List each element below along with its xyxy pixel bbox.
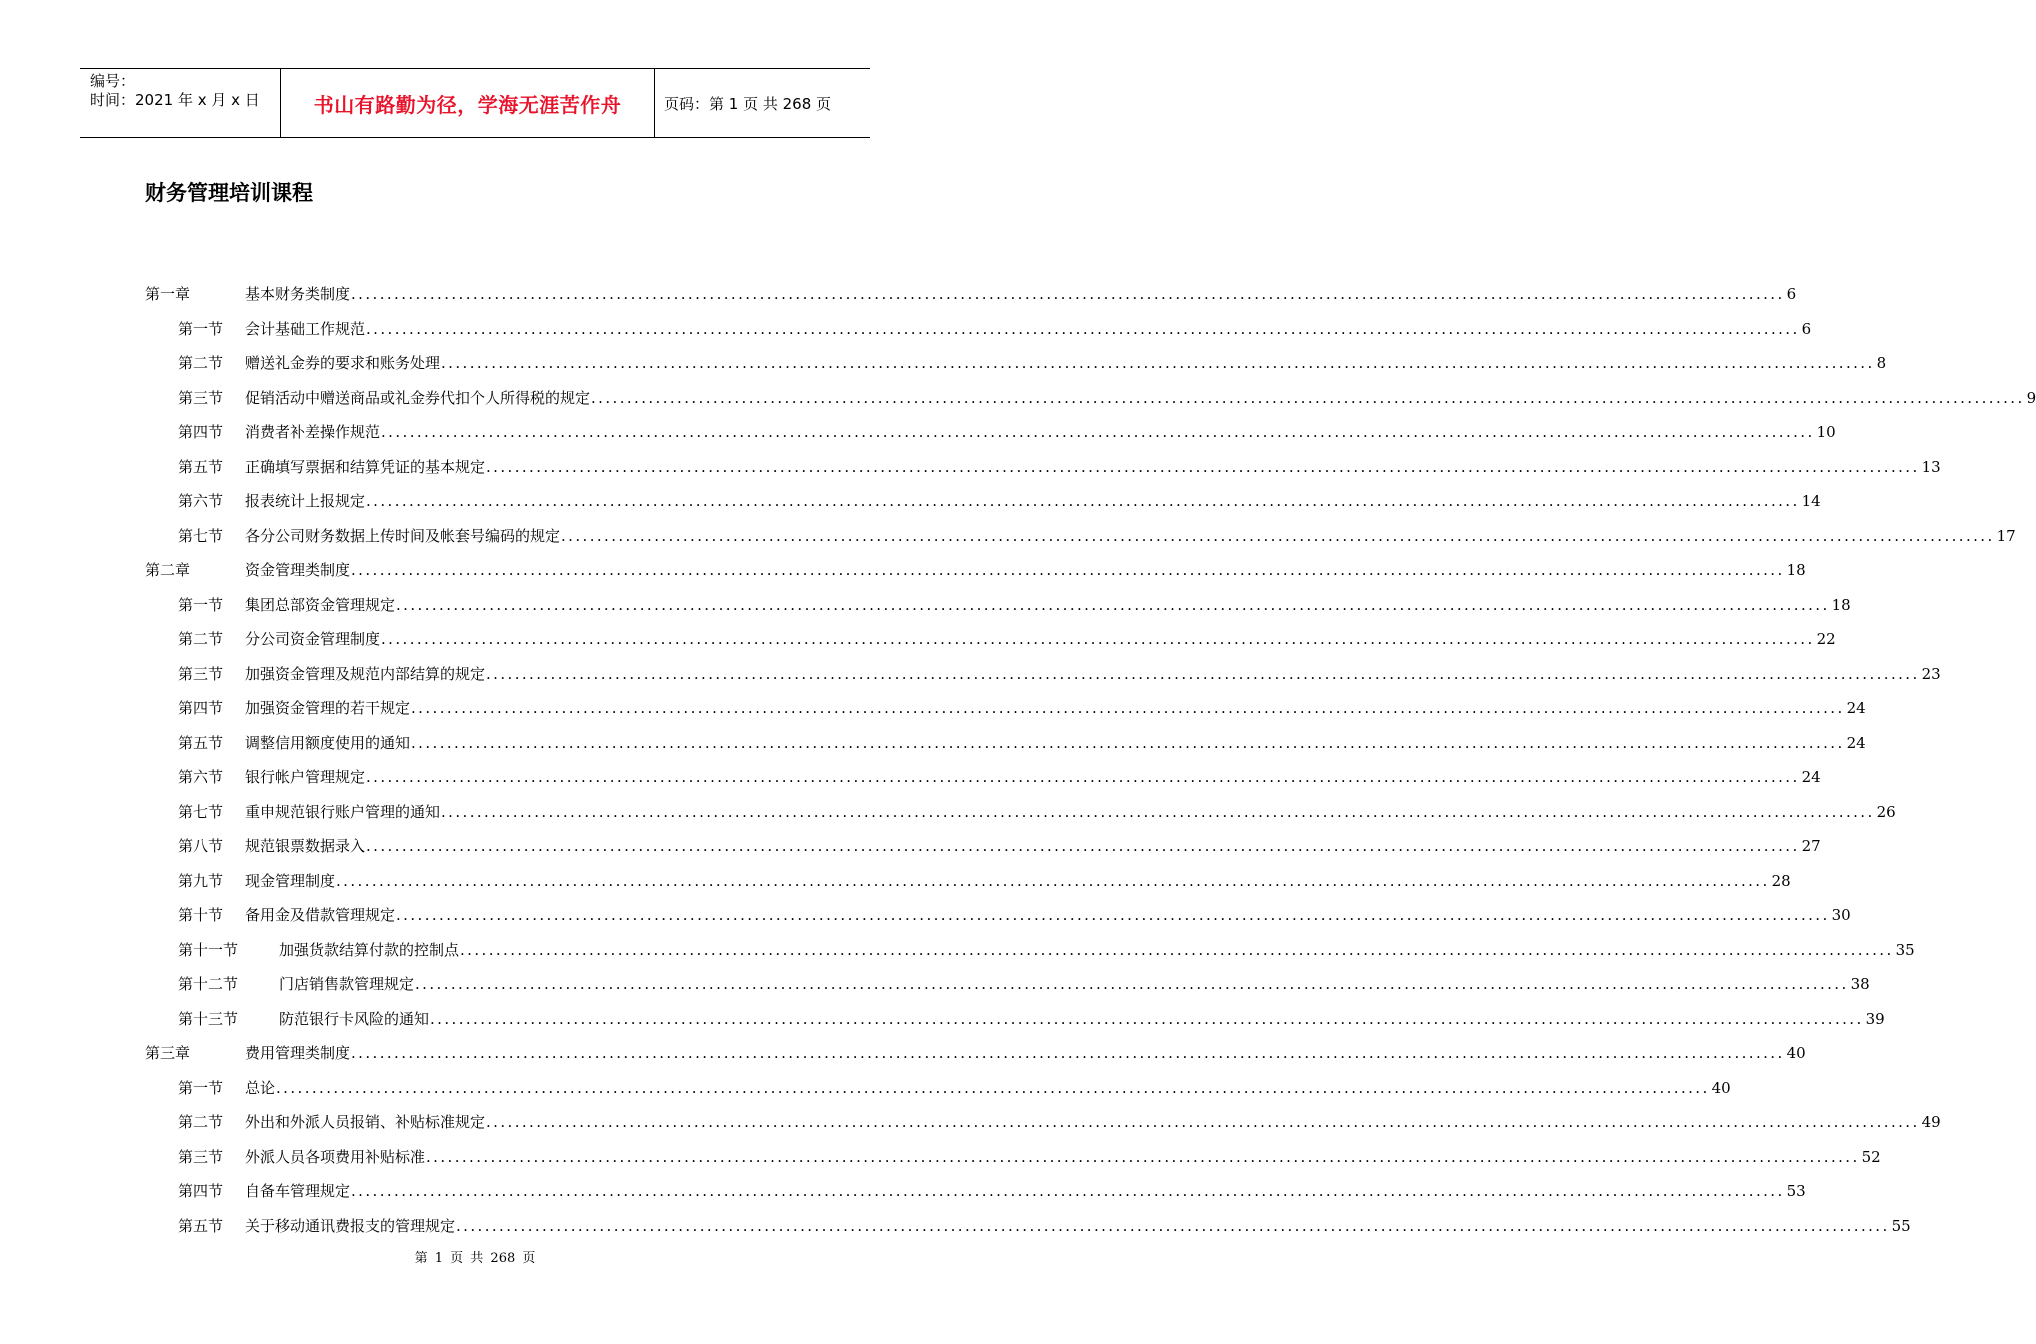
toc-entry xyxy=(279,1007,1885,1031)
toc-section-row[interactable] xyxy=(145,903,1851,938)
toc-title: 现金管理制度 xyxy=(245,871,336,890)
toc-entry xyxy=(245,351,1887,375)
toc-entry xyxy=(245,1076,1731,1100)
toc-leader-dots: ........................................................................................................................................................................................................ xyxy=(411,733,1845,752)
toc-number: 第八节 xyxy=(178,837,224,855)
toc-title: 资金管理类制度 xyxy=(245,561,351,579)
toc-number: 第五节 xyxy=(178,457,224,476)
toc-title: 防范银行卡风险的通知 xyxy=(279,1009,430,1028)
toc-leader-dots: ........................................................................................................................................................................................................ xyxy=(460,940,1894,959)
toc-section-row[interactable] xyxy=(145,1007,1885,1042)
toc-title: 自备车管理规定 xyxy=(245,1182,351,1200)
toc-number: 第二节 xyxy=(178,1113,224,1131)
toc-entry xyxy=(279,972,1870,996)
toc-entry xyxy=(245,282,1797,306)
toc-page-number: 10 xyxy=(1816,423,1836,441)
toc-page-number: 49 xyxy=(1921,1113,1941,1131)
toc-page-number: 52 xyxy=(1861,1147,1881,1166)
toc-entry xyxy=(245,903,1851,927)
toc-section-row[interactable] xyxy=(145,938,1915,973)
toc-number: 第七节 xyxy=(178,526,224,545)
toc-number: 第三节 xyxy=(178,388,224,407)
toc-number: 第三节 xyxy=(178,664,224,683)
toc-section-row[interactable] xyxy=(145,765,1821,800)
toc-number: 第一节 xyxy=(178,319,224,338)
toc-section-row[interactable] xyxy=(145,1145,1881,1180)
page-header xyxy=(80,68,870,138)
toc-section-row[interactable] xyxy=(145,455,1941,490)
toc-title: 关于移动通讯费报支的管理规定 xyxy=(245,1216,456,1235)
header-motto: 书山有路勤为径，学海无涯苦作舟 xyxy=(281,69,655,137)
toc-section-row[interactable] xyxy=(145,869,1791,904)
toc-number: 第十节 xyxy=(178,906,224,924)
toc-leader-dots: ........................................................................................................................................................................................................ xyxy=(336,871,1770,890)
toc-title: 分公司资金管理制度 xyxy=(245,630,381,648)
toc-number: 第九节 xyxy=(178,871,224,890)
toc-leader-dots: ........................................................................................................................................................................................................ xyxy=(366,319,1800,338)
toc-leader-dots: ........................................................................................................................................................................................................ xyxy=(430,1009,1864,1028)
toc-section-row[interactable] xyxy=(145,1179,1806,1214)
toc-number: 第五节 xyxy=(178,733,224,752)
toc-title: 基本财务类制度 xyxy=(245,285,351,303)
toc-leader-dots: ........................................................................................................................................................................................................ xyxy=(415,975,1849,993)
toc-number: 第五节 xyxy=(178,1216,224,1235)
toc-leader-dots: ........................................................................................................................................................................................................ xyxy=(591,388,2025,407)
toc-number: 第十一节 xyxy=(178,940,239,959)
code-label: 编号： xyxy=(90,72,136,90)
toc-page-number: 26 xyxy=(1876,802,1896,821)
toc-leader-dots: ........................................................................................................................................................................................................ xyxy=(381,630,1815,648)
toc-title: 加强货款结算付款的控制点 xyxy=(279,940,460,959)
toc-title: 外派人员各项费用补贴标准 xyxy=(245,1147,426,1166)
toc-title: 总论 xyxy=(245,1078,276,1097)
toc-page-number: 9 xyxy=(2026,388,2036,407)
toc-leader-dots: ........................................................................................................................................................................................................ xyxy=(366,492,1800,510)
toc-page-number: 23 xyxy=(1921,664,1941,683)
toc-section-row[interactable] xyxy=(145,972,1870,1007)
toc-page-number: 18 xyxy=(1831,595,1851,614)
toc-leader-dots: ........................................................................................................................................................................................................ xyxy=(426,1147,1860,1166)
toc-entry xyxy=(245,627,1836,651)
toc-title: 银行帐户管理规定 xyxy=(245,768,366,786)
toc-leader-dots: ........................................................................................................................................................................................................ xyxy=(276,1078,1710,1097)
toc-entry xyxy=(245,489,1821,513)
toc-title: 调整信用额度使用的通知 xyxy=(245,733,411,752)
toc-section-row[interactable] xyxy=(145,800,1896,835)
toc-entry xyxy=(245,1179,1806,1203)
toc-page-number: 18 xyxy=(1786,561,1806,579)
toc-page-number: 17 xyxy=(1996,526,2016,545)
toc-page-number: 27 xyxy=(1801,837,1821,855)
toc-title: 门店销售款管理规定 xyxy=(279,975,415,993)
toc-title: 备用金及借款管理规定 xyxy=(245,906,396,924)
toc-page-number: 40 xyxy=(1786,1044,1806,1062)
toc-leader-dots: ........................................................................................................................................................................................................ xyxy=(381,423,1815,441)
toc-section-row[interactable] xyxy=(145,662,1941,697)
document-title: 财务管理培训课程 xyxy=(145,181,313,205)
toc-page-number: 53 xyxy=(1786,1182,1806,1200)
toc-number: 第四节 xyxy=(178,423,224,441)
toc-entry xyxy=(245,765,1821,789)
toc-section-row[interactable] xyxy=(145,524,2016,559)
toc-chapter-row[interactable] xyxy=(145,1041,1806,1076)
date-label: 时间：2021 年 x 月 x 日 xyxy=(90,91,260,109)
toc-section-row[interactable] xyxy=(145,696,1866,731)
toc-entry xyxy=(245,869,1791,893)
toc-title: 重申规范银行账户管理的通知 xyxy=(245,802,441,821)
toc-page-number: 39 xyxy=(1865,1009,1885,1028)
toc-number: 第六节 xyxy=(178,768,224,786)
toc-chapter-row[interactable] xyxy=(145,282,1797,317)
toc-number: 第六节 xyxy=(178,492,224,510)
toc-section-row[interactable] xyxy=(145,351,1887,386)
toc-leader-dots: ........................................................................................................................................................................................................ xyxy=(411,699,1845,717)
toc-section-row[interactable] xyxy=(145,731,1866,766)
toc-entry xyxy=(245,386,2036,410)
toc-number: 第一节 xyxy=(178,1078,224,1097)
page-footer: 第 1 页 共 268 页 xyxy=(414,1251,536,1266)
toc-title: 赠送礼金券的要求和账务处理 xyxy=(245,354,441,372)
toc-leader-dots: ........................................................................................................................................................................................................ xyxy=(366,768,1800,786)
toc-page-number: 24 xyxy=(1801,768,1821,786)
toc-page-number: 28 xyxy=(1771,871,1791,890)
toc-page-number: 40 xyxy=(1711,1078,1731,1097)
toc-title: 规范银票数据录入 xyxy=(245,837,366,855)
toc-page-number: 13 xyxy=(1921,457,1941,476)
toc-title: 加强资金管理的若干规定 xyxy=(245,699,411,717)
toc-title: 费用管理类制度 xyxy=(245,1044,351,1062)
toc-entry xyxy=(245,662,1941,686)
toc-title: 加强资金管理及规范内部结算的规定 xyxy=(245,664,486,683)
toc-leader-dots: ........................................................................................................................................................................................................ xyxy=(351,1044,1785,1062)
toc-page-number: 6 xyxy=(1801,319,1812,338)
toc-leader-dots: ........................................................................................................................................................................................................ xyxy=(396,595,1830,614)
toc-leader-dots: ........................................................................................................................................................................................................ xyxy=(366,837,1800,855)
toc-section-row[interactable] xyxy=(145,420,1836,455)
toc-leader-dots: ........................................................................................................................................................................................................ xyxy=(441,802,1875,821)
toc-entry xyxy=(245,1145,1881,1169)
toc-section-row[interactable] xyxy=(145,386,2036,421)
toc-title: 正确填写票据和结算凭证的基本规定 xyxy=(245,457,486,476)
toc-number: 第二章 xyxy=(145,561,191,579)
toc-number: 第一章 xyxy=(145,285,191,303)
toc-title: 外出和外派人员报销、补贴标准规定 xyxy=(245,1113,486,1131)
toc-section-row[interactable] xyxy=(145,317,1812,352)
toc-page-number: 24 xyxy=(1846,699,1866,717)
toc-leader-dots: ........................................................................................................................................................................................................ xyxy=(441,354,1875,372)
header-meta xyxy=(80,69,281,137)
toc-entry xyxy=(245,1214,1911,1238)
toc-entry xyxy=(245,420,1836,444)
toc-number: 第三章 xyxy=(145,1044,191,1062)
toc-title: 集团总部资金管理规定 xyxy=(245,595,396,614)
toc-title: 各分公司财务数据上传时间及帐套号编码的规定 xyxy=(245,526,561,545)
toc-leader-dots: ........................................................................................................................................................................................................ xyxy=(486,1113,1920,1131)
toc-leader-dots: ........................................................................................................................................................................................................ xyxy=(351,561,1785,579)
toc-section-row[interactable] xyxy=(145,1076,1731,1111)
toc-title: 报表统计上报规定 xyxy=(245,492,366,510)
toc-entry xyxy=(279,938,1915,962)
toc-page-number: 6 xyxy=(1786,285,1797,303)
toc-title: 消费者补差操作规范 xyxy=(245,423,381,441)
toc-number: 第七节 xyxy=(178,802,224,821)
toc-number: 第一节 xyxy=(178,595,224,614)
toc-title: 会计基础工作规范 xyxy=(245,319,366,338)
toc-number: 第二节 xyxy=(178,354,224,372)
toc-leader-dots: ........................................................................................................................................................................................................ xyxy=(351,285,1785,303)
toc-page-number: 38 xyxy=(1850,975,1870,993)
toc-page-number: 30 xyxy=(1831,906,1851,924)
toc-entry xyxy=(245,1041,1806,1065)
toc-section-row[interactable] xyxy=(145,489,1821,524)
toc-page-number: 8 xyxy=(1876,354,1887,372)
toc-number: 第二节 xyxy=(178,630,224,648)
toc-section-row[interactable] xyxy=(145,1214,1911,1249)
toc-page-number: 55 xyxy=(1891,1216,1911,1235)
toc-leader-dots: ........................................................................................................................................................................................................ xyxy=(486,457,1920,476)
toc-number: 第三节 xyxy=(178,1147,224,1166)
toc-entry xyxy=(245,558,1806,582)
toc-section-row[interactable] xyxy=(145,1110,1941,1145)
toc-page-number: 35 xyxy=(1895,940,1915,959)
toc-entry xyxy=(245,524,2016,548)
toc-leader-dots: ........................................................................................................................................................................................................ xyxy=(486,664,1920,683)
toc-section-row[interactable] xyxy=(145,627,1836,662)
toc-entry xyxy=(245,1110,1941,1134)
toc-entry xyxy=(245,800,1896,824)
toc-page-number: 14 xyxy=(1801,492,1821,510)
toc-leader-dots: ........................................................................................................................................................................................................ xyxy=(396,906,1830,924)
toc-title: 促销活动中赠送商品或礼金券代扣个人所得税的规定 xyxy=(245,388,591,407)
table-of-contents xyxy=(145,282,2036,1248)
toc-number: 第四节 xyxy=(178,699,224,717)
toc-page-number: 24 xyxy=(1846,733,1866,752)
toc-page-number: 22 xyxy=(1816,630,1836,648)
toc-section-row[interactable] xyxy=(145,593,1851,628)
toc-leader-dots: ........................................................................................................................................................................................................ xyxy=(561,526,1995,545)
toc-entry xyxy=(245,593,1851,617)
header-page-number: 页码：第 1 页 共 268 页 xyxy=(664,94,832,113)
toc-section-row[interactable] xyxy=(145,834,1821,869)
toc-entry xyxy=(245,731,1866,755)
toc-chapter-row[interactable] xyxy=(145,558,1806,593)
toc-number: 第四节 xyxy=(178,1182,224,1200)
toc-leader-dots: ........................................................................................................................................................................................................ xyxy=(456,1216,1890,1235)
toc-entry xyxy=(245,317,1812,341)
toc-entry xyxy=(245,834,1821,858)
toc-entry xyxy=(245,455,1941,479)
toc-leader-dots: ........................................................................................................................................................................................................ xyxy=(351,1182,1785,1200)
toc-number: 第十二节 xyxy=(178,975,239,993)
toc-number: 第十三节 xyxy=(178,1009,239,1028)
toc-entry xyxy=(245,696,1866,720)
